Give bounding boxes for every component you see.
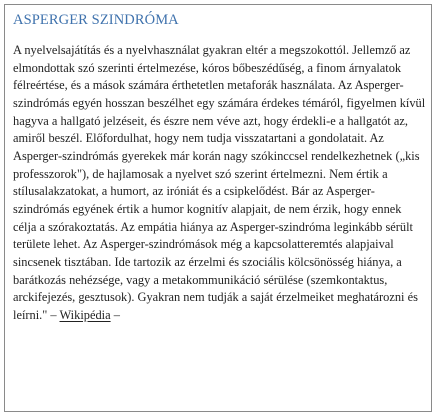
body-paragraph [13, 42, 427, 325]
document-title: ASPERGER SZINDRÓMA [13, 12, 179, 28]
wikipedia-link[interactable]: Wikipédia [59, 307, 111, 322]
document-frame [4, 4, 432, 412]
trailing-dash: – [110, 307, 120, 322]
paragraph-text: A nyelvelsajátítás és a nyelvhasználat gyakran eltér a megszokottól. Jellemző az elmondottak szó szerinti értelmezése, kóros bőbeszédűség, a finom árnyalatok félreértése, és a mások számára érthetetlen metaforák használata. Az Asperger-szindrómás egyén hosszan beszélhet egy számára érdekes témáról, figyelmen kívül hagyva a hallgató jelzéseit, és észre nem véve azt, hogy érdekli-e a hallgatót az, amiről beszél. Előfordulhat, hogy nem tudja visszatartani a gondolatait. Az Asperger-szindrómás gyerekek már korán nagy szókinccsel rendelkezhetnek („kis professzorok"), de hajlamosak a nyelvet szó szerint értelmezni. Nem értik a stílusalakzatokat, a humort, az iróniát és a csipkelődést. Bár az Asperger-szindrómás egyének értik a humor kognitív alapjait, de nem érzik, hogy ennek célja a szórakoztatás. Az empátia hiánya az Asperger-szindróma leginkább sérült területe lehet. Az Asperger-szindrómások még a kapcsolatteremtés alapjaival sincsenek tisztában. Ide tartozik az érzelmi és szociális kölcsönösség hiánya, a barátkozás nehézsége, vagy a metakommunikáció sérülése (szemkontaktus, arckifejezés, gesztusok). Gyakran nem tudják a saját érzelmeiket meghatározni és leírni." – [13, 43, 426, 322]
